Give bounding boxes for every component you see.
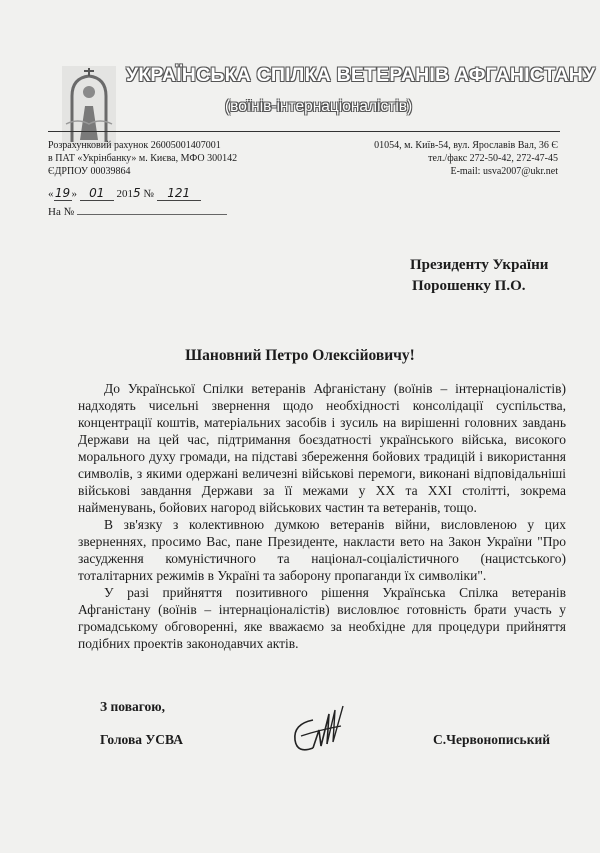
greeting: Шановний Петро Олексійовичу! (185, 347, 415, 364)
bank-line: Розрахунковий рахунок 26005001407001 (48, 140, 221, 151)
emblem-icon (58, 62, 120, 150)
outgoing-year-prefix: 201 (116, 188, 133, 200)
incoming-number-blank (77, 214, 227, 215)
incoming-label: На № (48, 206, 75, 218)
bank-line: в ПАТ «Укрінбанку» м. Києва, МФО 300142 (48, 153, 238, 164)
address-line: тел./факс 272-50-42, 272-47-45 (428, 153, 558, 164)
org-subtitle: (воїнів-інтернаціоналістів) (225, 98, 413, 115)
bank-details (48, 139, 237, 178)
org-name: УКРАЇНСЬКА СПІЛКА ВЕТЕРАНІВ АФГАНІСТАНУ (126, 64, 596, 86)
org-address (374, 139, 558, 178)
address-line: 01054, м. Київ-54, вул. Ярославів Вал, 36 Є (374, 140, 558, 151)
outgoing-day: 19 (54, 186, 71, 200)
outgoing-number: 121 (157, 186, 201, 201)
addressee-line: Порошенку П.О. (412, 278, 526, 294)
outgoing-year-suffix: 5 (133, 186, 141, 200)
letterhead-divider (48, 131, 560, 132)
body-paragraph: В зв'язку з колективною думкою ветеранів війни, висловленою у цих зверненнях, просимо Вас, пане Президенте, накласти вето на Закон України "Про засудження комуністичного та націонал-соціалістичного (нацистського) тоталітарних режимів в Україні та заборону пропаганди їх символіки". (78, 517, 566, 583)
closing-regards: З повагою, (100, 699, 165, 714)
body-paragraph: До Української Спілки ветеранів Афганістану (воїнів – інтернаціоналістів) надходять чисельні звернення щодо необхідності консолідації суспільства, концентрації коштів, матеріальних засобів і зусиль на вирішенні головних завдань Держави на цей час, підтримання боєздатності українського війська, високого морального духу громади, на підставі збереження бойових традицій і використання символів, з якими одержані величезні військові перемоги, виконані відповідальніші військові завдання Держави за її межами у ХХ та ХХІ столітті, зокрема найменувань, бойових нагород військових частин та ветеранів, тощо. (78, 381, 566, 515)
addressee (410, 255, 548, 297)
outgoing-month: 01 (80, 186, 114, 201)
outgoing-number-line: «19» 01 2015 № 121 (48, 186, 201, 201)
signature-icon (283, 700, 353, 760)
incoming-number-line (48, 206, 227, 218)
outgoing-number-sign: № (143, 188, 154, 200)
bank-line: ЄДРПОУ 00039864 (48, 166, 131, 177)
addressee-line: Президенту України (410, 257, 549, 273)
address-line: E-mail: usva2007@ukr.net (450, 166, 558, 177)
signer-position: Голова УСВА (100, 732, 183, 747)
body-paragraph: У разі прийняття позитивного рішення Українська Спілка ветеранів Афганістану (воїнів – інтернаціоналістів) висловлює готовність брати участь у громадському обговоренні, яке вважаємо за необхідне для процедури прийняття подібних проектів законодавчих актів. (78, 585, 566, 651)
letter-body (78, 380, 566, 652)
signer-name: С.Червонописький (433, 732, 551, 747)
